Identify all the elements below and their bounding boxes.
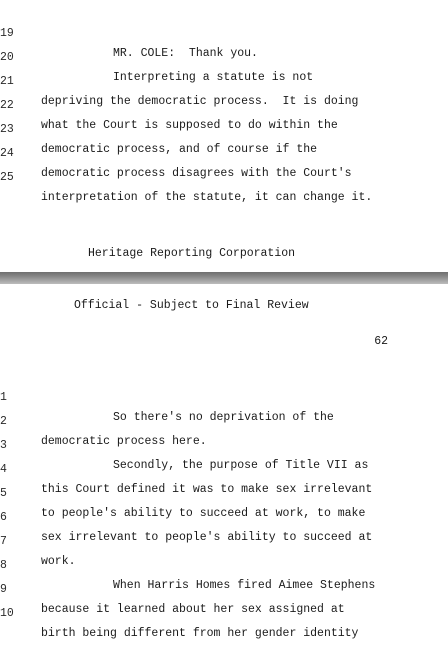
line-text: democratic process, and of course if the	[41, 143, 318, 156]
line-text: Secondly, the purpose of Title VII as	[113, 459, 369, 472]
transcript-page-top	[0, 0, 448, 272]
line-number: 5	[0, 487, 7, 500]
transcript-line	[0, 368, 448, 424]
line-number: 7	[0, 535, 7, 548]
line-number: 25	[0, 171, 14, 184]
line-text: Interpreting a statute is not	[113, 71, 314, 84]
line-number: 21	[0, 75, 14, 88]
line-text: because it learned about her sex assigned at	[41, 603, 345, 616]
line-number: 1	[0, 391, 7, 404]
line-number: 23	[0, 123, 14, 136]
line-number: 22	[0, 99, 14, 112]
line-text: MR. COLE: Thank you.	[113, 47, 258, 60]
line-text: depriving the democratic process. It is doing	[41, 95, 359, 108]
line-text: to people's ability to succeed at work, to make	[41, 507, 366, 520]
line-number: 24	[0, 147, 14, 160]
line-text: interpretation of the statute, it can change it.	[41, 191, 373, 204]
page-header: Official - Subject to Final Review	[74, 299, 309, 312]
transcript-page-bottom	[0, 284, 448, 640]
line-number: 10	[0, 607, 14, 620]
line-number: 6	[0, 511, 7, 524]
page-footer: Heritage Reporting Corporation	[88, 247, 296, 260]
line-number: 19	[0, 27, 14, 40]
line-text: democratic process here.	[41, 435, 207, 448]
line-text: birth being different from her gender identity	[41, 627, 359, 640]
line-number: 9	[0, 583, 7, 596]
page-separator	[0, 272, 448, 284]
line-number: 3	[0, 439, 7, 452]
line-number: 8	[0, 559, 7, 572]
page-number: 62	[374, 335, 388, 348]
line-text: what the Court is supposed to do within the	[41, 119, 338, 132]
line-text: democratic process disagrees with the Court's	[41, 167, 352, 180]
line-text: So there's no deprivation of the	[113, 411, 334, 424]
line-number: 2	[0, 415, 7, 428]
line-text: sex irrelevant to people's ability to succeed at	[41, 531, 373, 544]
line-text: work.	[41, 555, 76, 568]
line-number: 20	[0, 51, 14, 64]
line-text: When Harris Homes fired Aimee Stephens	[113, 579, 376, 592]
line-text: this Court defined it was to make sex irrelevant	[41, 483, 373, 496]
line-number: 4	[0, 463, 7, 476]
